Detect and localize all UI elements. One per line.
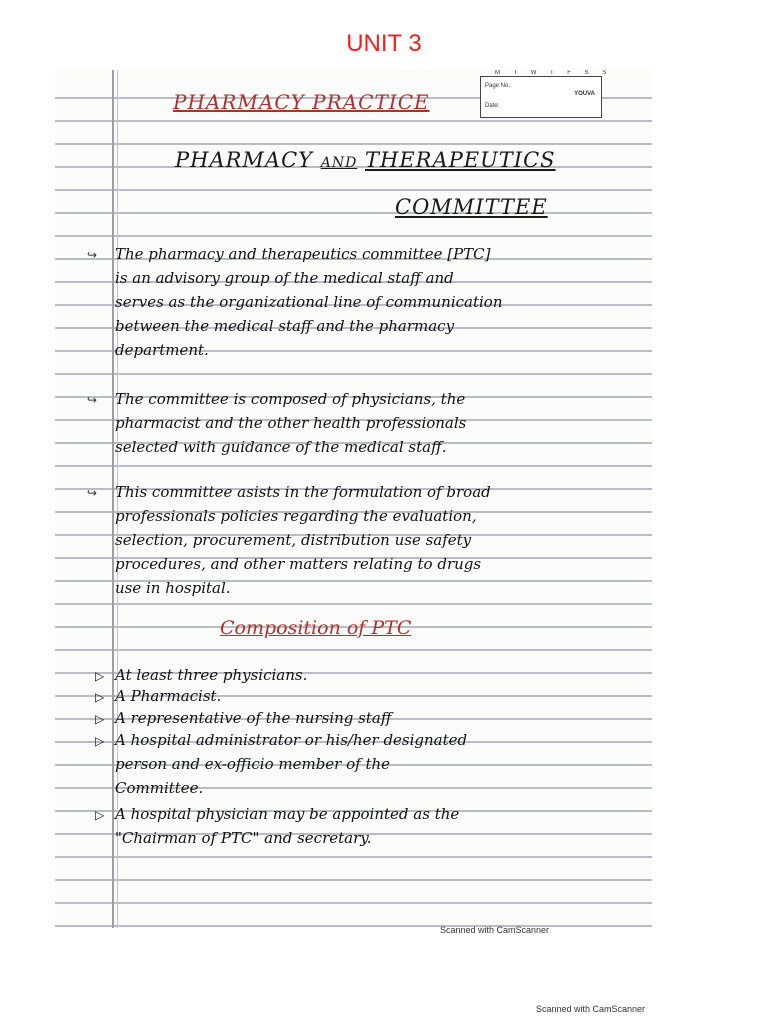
paragraph-line: between the medical staff and the pharmacy [115, 317, 455, 335]
triangle-bullet-icon: ▷ [95, 712, 105, 726]
paragraph-line: selection, procurement, distribution use safety [115, 531, 472, 549]
paragraph-line: serves as the organizational line of communication [115, 293, 503, 311]
scanner-watermark-bottom: Scanned with CamScanner [536, 1004, 646, 1014]
paragraph-line: use in hospital. [115, 579, 231, 597]
paragraph-line: is an advisory group of the medical staff and [115, 269, 454, 287]
topic-word-therapeutics: THERAPEUTICS [365, 148, 556, 172]
brand-logo: YOUVA [574, 91, 595, 97]
margin-line [112, 70, 114, 928]
paragraph-line: department. [115, 341, 209, 359]
triangle-bullet-icon: ▷ [95, 808, 105, 822]
composition-item-line: person and ex-officio member of the [115, 755, 391, 773]
topic-word-and: AND [320, 155, 358, 171]
composition-item-line: At least three physicians. [115, 666, 308, 684]
triangle-bullet-icon: ▷ [95, 734, 105, 748]
paragraph-bullet-icon: ↪ [87, 393, 98, 407]
paragraph-line: pharmacist and the other health professionals [115, 414, 467, 432]
paragraph-line: The pharmacy and therapeutics committee [PTC] [115, 245, 491, 263]
scanner-watermark: Scanned with CamScanner [440, 925, 550, 935]
page-header-box [480, 76, 602, 118]
subject-heading: PHARMACY PRACTICE [173, 90, 430, 114]
topic-word-pharmacy: PHARMACY [175, 148, 314, 172]
paragraph-bullet-icon: ↪ [87, 248, 98, 262]
paragraph-bullet-icon: ↪ [87, 486, 98, 500]
page-no-label: Page No.: [485, 83, 512, 89]
composition-item-line: A Pharmacist. [115, 687, 222, 705]
notebook-page [55, 70, 652, 928]
triangle-bullet-icon: ▷ [95, 669, 105, 683]
composition-item-line: A representative of the nursing staff [115, 709, 392, 727]
composition-heading: Composition of PTC [220, 617, 412, 639]
composition-item-line: A hospital administrator or his/her designated [115, 731, 468, 749]
paragraph-line: selected with guidance of the medical staff. [115, 438, 447, 456]
topic-heading-line1 [175, 148, 556, 172]
composition-item-line: "Chairman of PTC" and secretary. [115, 829, 372, 847]
date-label: Date: [485, 103, 500, 109]
paragraph-line: The committee is composed of physicians, the [115, 390, 466, 408]
page-title: UNIT 3 [346, 30, 422, 57]
weekday-strip: M T W T F S S [495, 70, 613, 76]
paragraph-line: professionals policies regarding the evaluation, [115, 507, 477, 525]
composition-item-line: A hospital physician may be appointed as the [115, 805, 460, 823]
paragraph-line: procedures, and other matters relating to drugs [115, 555, 482, 573]
paragraph-line: This committee asists in the formulation of broad [115, 483, 491, 501]
topic-heading-line2: COMMITTEE [395, 195, 548, 219]
composition-item-line: Committee. [115, 779, 204, 797]
triangle-bullet-icon: ▷ [95, 690, 105, 704]
